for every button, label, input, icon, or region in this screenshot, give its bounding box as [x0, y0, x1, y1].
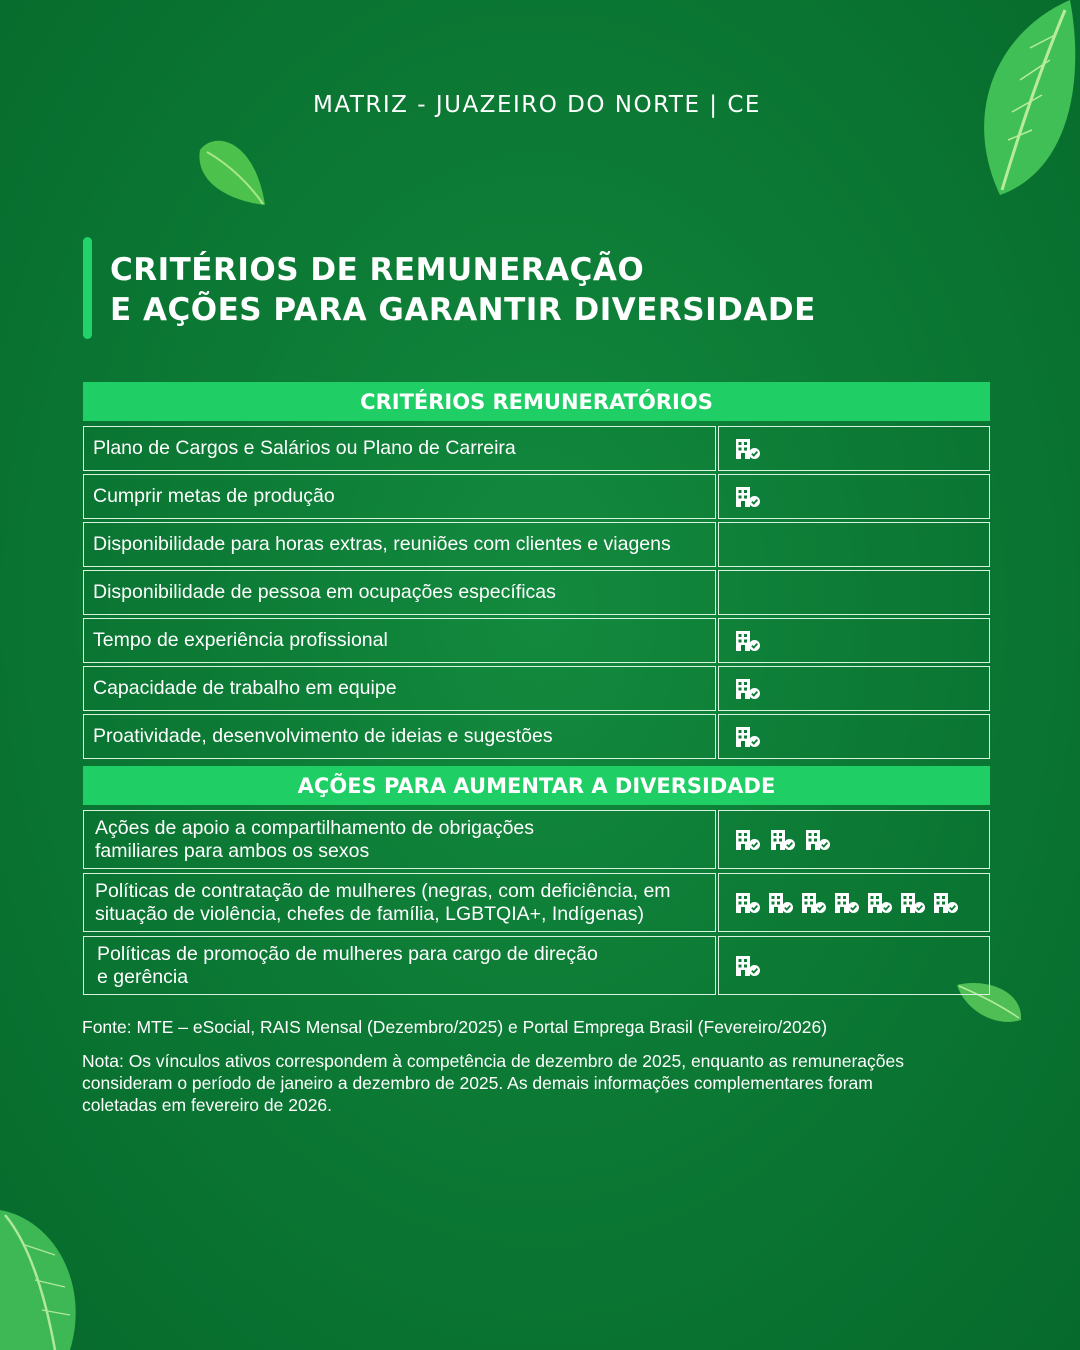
location-label: MATRIZ - JUAZEIRO DO NORTE | CE: [313, 92, 761, 118]
building-check-icon: [805, 828, 831, 852]
actions-section-header: AÇÕES PARA AUMENTAR A DIVERSIDADE: [83, 766, 990, 805]
criteria-label-text: Disponibilidade para horas extras, reuniões com clientes e viagens: [93, 533, 671, 555]
actions-label-line: Políticas de promoção de mulheres para cargo de direção: [97, 942, 598, 965]
footnote-line: Nota: Os vínculos ativos correspondem à competência de dezembro de 2025, enquanto as remunerações: [82, 1051, 905, 1071]
actions-row: [83, 873, 990, 932]
building-check-icon: [834, 891, 860, 915]
criteria-row: [83, 426, 990, 471]
criteria-label: [83, 618, 716, 663]
criteria-section-header: CRITÉRIOS REMUNERATÓRIOS: [83, 382, 990, 421]
criteria-value-cell: [718, 618, 990, 663]
leaf-decoration-bottom-left: [0, 1205, 85, 1350]
criteria-label-text: Plano de Cargos e Salários ou Plano de Carreira: [93, 437, 516, 459]
criteria-row: [83, 570, 990, 615]
actions-label-line: e gerência: [97, 965, 189, 988]
criteria-label-text: Disponibilidade de pessoa em ocupações específicas: [93, 581, 556, 603]
building-check-icon: [735, 725, 761, 749]
page-title-line-2: E AÇÕES PARA GARANTIR DIVERSIDADE: [110, 292, 816, 328]
building-check-icon: [867, 891, 893, 915]
building-check-icon: [735, 828, 761, 852]
page-title: [110, 250, 816, 330]
actions-label-line: familiares para ambos os sexos: [95, 839, 370, 862]
building-check-icon: [768, 891, 794, 915]
building-check-icon: [735, 891, 761, 915]
criteria-value-cell: [718, 426, 990, 471]
building-check-icon: [735, 437, 761, 461]
criteria-label: [83, 714, 716, 759]
building-check-icon: [933, 891, 959, 915]
criteria-label: [83, 666, 716, 711]
building-check-icon: [735, 485, 761, 509]
criteria-value-cell: [718, 666, 990, 711]
actions-value-cell: [718, 936, 990, 995]
building-check-icon: [735, 629, 761, 653]
criteria-value-cell: [718, 714, 990, 759]
criteria-row: [83, 474, 990, 519]
source-note: [82, 1016, 827, 1038]
footnote-line: consideram o período de janeiro a dezembro de 2025. As demais informações complementares foram: [82, 1073, 873, 1093]
building-check-icon: [735, 677, 761, 701]
footnote: [82, 1050, 904, 1116]
criteria-label-text: Capacidade de trabalho em equipe: [93, 677, 397, 699]
page-title-line-1: CRITÉRIOS DE REMUNERAÇÃO: [110, 252, 645, 288]
actions-label: [83, 810, 716, 869]
criteria-label: [83, 426, 716, 471]
criteria-label: [83, 522, 716, 567]
actions-row: [83, 810, 990, 869]
building-check-icon: [770, 828, 796, 852]
criteria-row: [83, 714, 990, 759]
building-check-icon: [735, 954, 761, 978]
building-check-icon: [900, 891, 926, 915]
criteria-label-text: Proatividade, desenvolvimento de ideias e sugestões: [93, 725, 553, 747]
actions-label-line: situação de violência, chefes de família, LGBTQIA+, Indígenas): [95, 902, 645, 925]
criteria-row: [83, 618, 990, 663]
building-check-icon: [801, 891, 827, 915]
actions-value-cell: [718, 810, 990, 869]
criteria-label: [83, 474, 716, 519]
actions-value-cell: [718, 873, 990, 932]
title-accent-bar: [83, 237, 92, 339]
criteria-value-cell: [718, 522, 990, 567]
criteria-value-cell: [718, 570, 990, 615]
actions-label-line: Políticas de contratação de mulheres (negras, com deficiência, em: [95, 879, 671, 902]
criteria-row: [83, 666, 990, 711]
actions-label-line: Ações de apoio a compartilhamento de obrigações: [95, 816, 535, 839]
criteria-label-text: Tempo de experiência profissional: [93, 629, 388, 651]
actions-label: [83, 936, 716, 995]
criteria-label-text: Cumprir metas de produção: [93, 485, 335, 507]
actions-label: [83, 873, 716, 932]
criteria-value-cell: [718, 474, 990, 519]
criteria-label: [83, 570, 716, 615]
actions-row: [83, 936, 990, 995]
criteria-row: [83, 522, 990, 567]
footnote-line: coletadas em fevereiro de 2026.: [82, 1095, 333, 1115]
leaf-decoration-small-left: [195, 130, 270, 210]
source-text: Fonte: MTE – eSocial, RAIS Mensal (Dezembro/2025) e Portal Emprega Brasil (Fevereiro/2026): [82, 1017, 828, 1037]
